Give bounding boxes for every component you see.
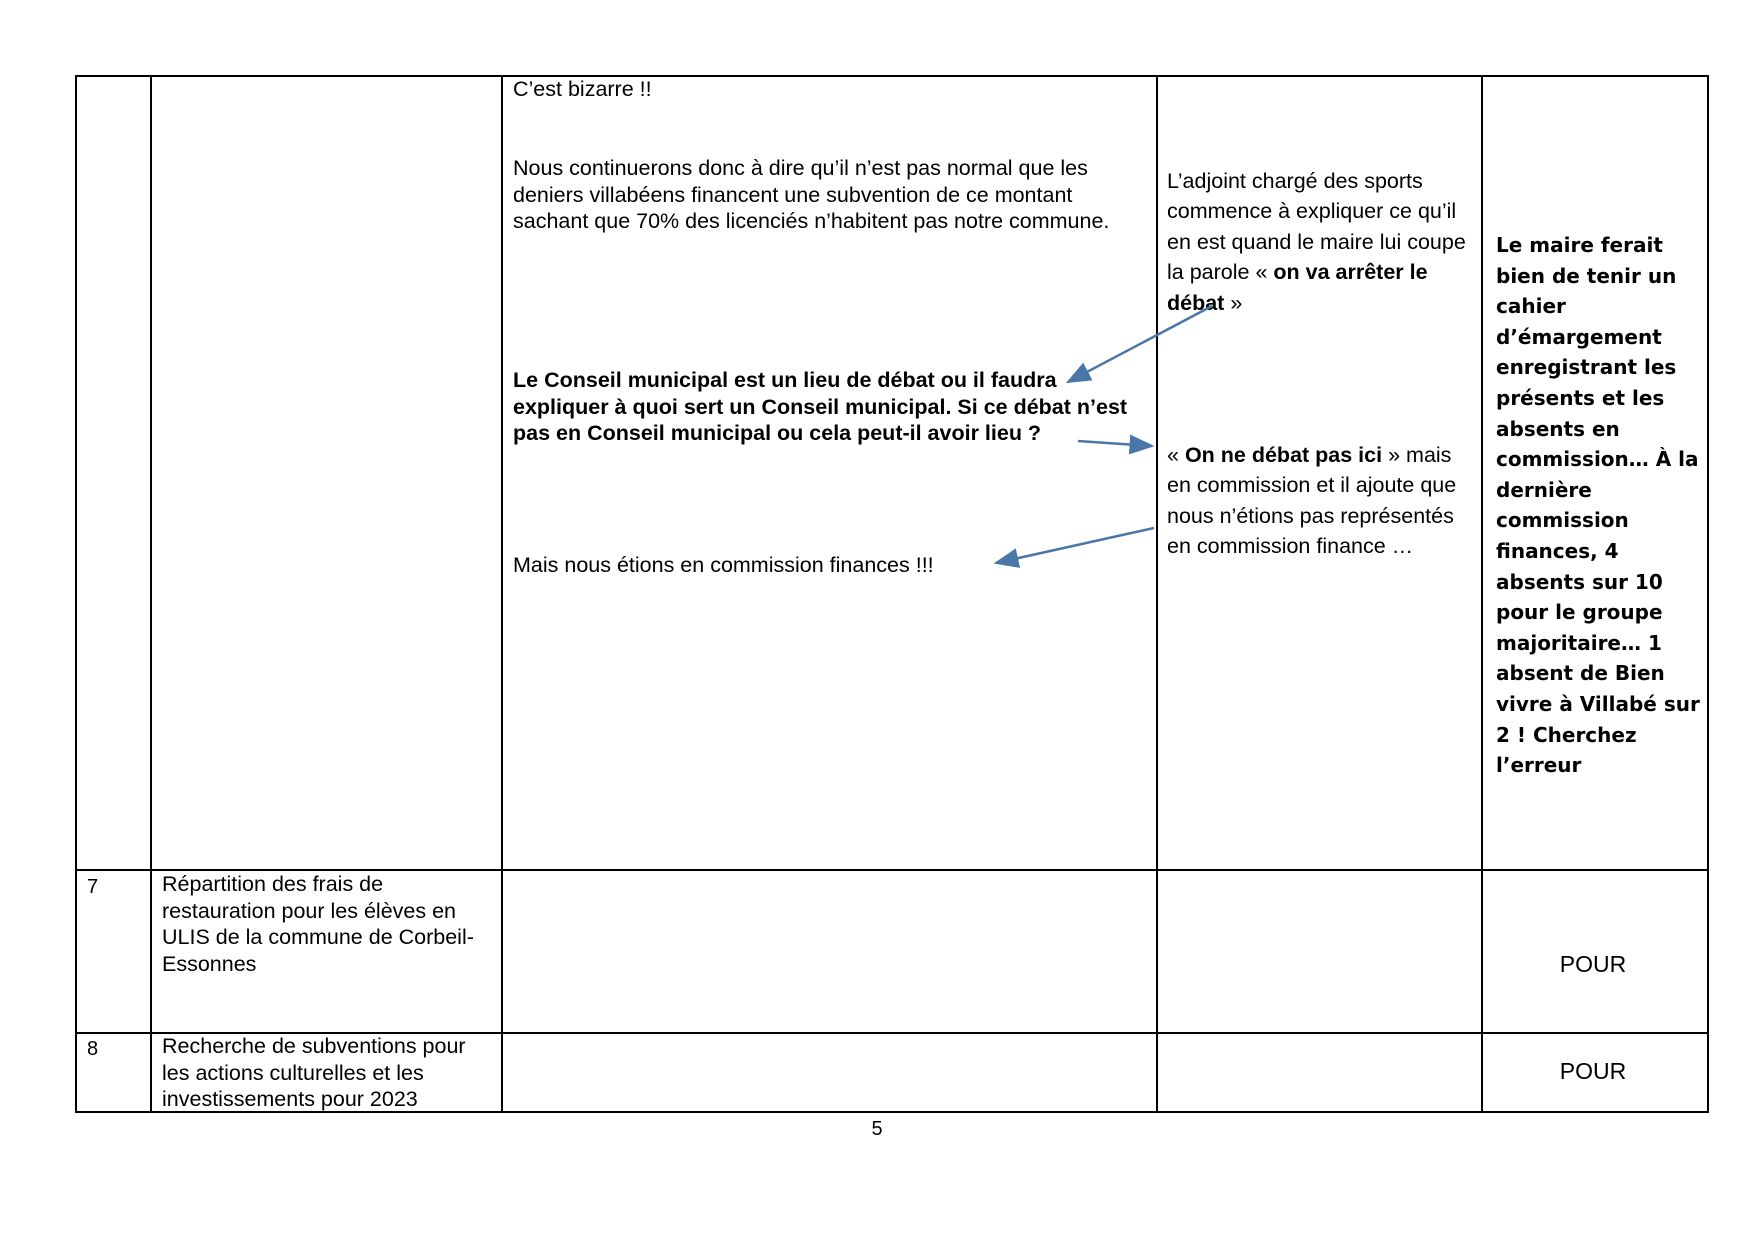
arrow-to-commission-paragraph bbox=[996, 528, 1154, 563]
arrow-to-reply bbox=[1078, 441, 1152, 446]
row6-reply-p1-text: L’adjoint chargé des sports commence à expliquer ce qu’il en est quand le maire lui coupe la parole « bbox=[1167, 169, 1466, 285]
row6-observation: Le maire ferait bien de tenir un cahier d’émargement enregistrant les présents et les absents en commission… À la dernière commission finances, 4 absents sur 10 pour le groupe majoritaire… 1 absent de Bien vivre à Villabé sur 2 ! Cherchez l’erreur bbox=[1496, 233, 1700, 778]
row6-reply-p2-text: mais en commission et il ajoute que nous n’étions pas représentés en commission finance … bbox=[1167, 443, 1457, 559]
row7-subject: Répartition des frais de restauration pour les élèves en ULIS de la commune de Corbeil-Essonnes bbox=[162, 872, 474, 976]
arrow-to-debate-paragraph bbox=[1068, 306, 1212, 382]
row6-comment-p2: Nous continuerons donc à dire qu’il n’est pas normal que les deniers villabéens financent une subvention de ce montant sachant que 70% des licenciés n’habitent pas notre commune. bbox=[513, 156, 1110, 233]
row6-reply-p2-close: » bbox=[1388, 443, 1401, 467]
row6-reply-p1-quote: on va arrêter le débat bbox=[1167, 260, 1428, 315]
page-number: 5 bbox=[871, 1118, 883, 1140]
row7-vote: POUR bbox=[1559, 951, 1627, 977]
row8-vote: POUR bbox=[1559, 1058, 1627, 1084]
row6-comment-p4: Mais nous étions en commission finances !!! bbox=[513, 553, 934, 577]
row8-subject: Recherche de subventions pour les actions culturelles et les investissements pour 2023 bbox=[162, 1034, 466, 1111]
row6-comment-p3: Le Conseil municipal est un lieu de débat ou il faudra expliquer à quoi sert un Conseil municipal. Si ce débat n’est pas en Conseil municipal ou cela peut-il avoir lieu ? bbox=[513, 368, 1128, 445]
row7-number: 7 bbox=[87, 876, 99, 898]
row8-number: 8 bbox=[87, 1038, 99, 1060]
row6-reply-p1-close: » bbox=[1230, 290, 1243, 315]
row6-reply-p2-open: « bbox=[1167, 443, 1179, 467]
row6-comment-p1: C’est bizarre !! bbox=[513, 77, 652, 101]
row6-reply-p2-quote: On ne débat pas ici bbox=[1184, 443, 1383, 467]
